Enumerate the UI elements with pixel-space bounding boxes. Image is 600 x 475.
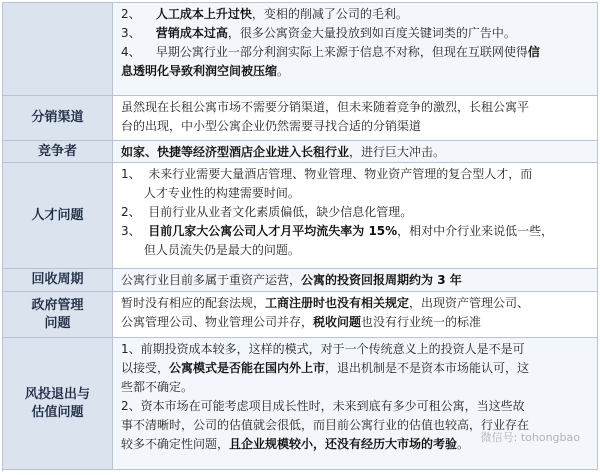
body-text: 公寓管理公司、物业管理公司并存， <box>121 315 314 329</box>
body-text: 3、 <box>121 224 149 238</box>
body-text: 人才专业性的构建需要时间。 <box>121 186 300 200</box>
body-text: 些都不确定。 <box>121 380 194 394</box>
row-content <box>113 141 598 162</box>
row-label: 回收周期 <box>3 269 113 291</box>
content-line <box>121 62 589 81</box>
body-text: 2、 <box>121 7 156 21</box>
row-content <box>113 3 598 95</box>
emphasis-text: 信 <box>527 45 540 59</box>
content-line <box>121 24 589 43</box>
content-line <box>121 43 589 62</box>
content-line <box>121 294 589 313</box>
row-government <box>3 292 598 338</box>
row-content <box>113 96 598 140</box>
emphasis-text: 营销成本过高 <box>155 26 228 40</box>
content-line <box>121 165 589 184</box>
row-label: 人才问题 <box>3 163 113 268</box>
row-cost <box>3 3 598 96</box>
content-line <box>121 117 589 136</box>
emphasis-text: 公寓的投资回报周期约为 3 年 <box>301 273 462 287</box>
body-text: 。 <box>457 437 470 451</box>
emphasis-text: 人工成本上升过快 <box>155 7 252 21</box>
row-label: 风投退出与 估值问题 <box>3 338 113 469</box>
row-content <box>113 163 598 268</box>
body-text: ，出现资产管理公司、 <box>409 296 530 310</box>
row-distribution <box>3 96 598 141</box>
row-payback <box>3 269 598 292</box>
body-text: 暂时没有相应的配套法规， <box>121 296 266 310</box>
content-line <box>121 241 589 260</box>
row-content <box>113 338 598 469</box>
row-content <box>113 292 598 337</box>
row-label: 竞争者 <box>3 141 113 162</box>
body-text: ，相对中介行业来说低一些， <box>397 224 554 238</box>
body-text: 4、 早期公寓行业一部分利润实际上来源于信息不对称，但现在互联网使得 <box>121 45 528 59</box>
row-vc-exit <box>3 338 598 470</box>
info-table <box>2 2 598 471</box>
content-line <box>121 271 589 290</box>
row-label: 政府管理 问题 <box>3 292 113 337</box>
content-line <box>121 313 589 332</box>
content-line <box>121 397 589 416</box>
emphasis-text: 如家、快捷等经济型酒店企业进入长租行业 <box>121 145 350 159</box>
emphasis-text: 工商注册时也没有相关规定 <box>265 296 410 310</box>
body-text: 事不清晰时，公司的估值就会很低，而目前公寓行业的估值也较高，行业存在 <box>121 418 530 432</box>
content-line <box>121 184 589 203</box>
body-text: 较多不确定性问题， <box>121 437 230 451</box>
body-text: 2、 目前行业从业者文化素质偏低，缺少信息化管理。 <box>121 205 413 219</box>
content-line <box>121 203 589 222</box>
body-text: 虽然现在长租公寓市场不需要分销渠道，但未来随着竞争的激烈，长租公寓平 <box>121 100 530 114</box>
row-content <box>113 269 598 291</box>
body-text: 公寓行业目前多属于重资产运营， <box>121 273 302 287</box>
content-line <box>121 143 589 162</box>
body-text: ，进行巨大冲击。 <box>349 145 446 159</box>
body-text: 1、 未来行业需要大量酒店管理、物业管理、物业资产管理的复合型人才，而 <box>121 167 533 181</box>
body-text: 但人员流失仍是最大的问题。 <box>121 243 300 257</box>
content-line <box>121 359 589 378</box>
emphasis-text: 息透明化导致利润空间被压缩 <box>121 64 278 78</box>
content-line <box>121 98 589 117</box>
row-label <box>3 3 113 95</box>
body-text: 也没有行业统一的标准 <box>361 315 482 329</box>
emphasis-text: 税收问题 <box>313 315 362 329</box>
body-text: 3、 <box>121 26 156 40</box>
emphasis-text: 目前几家大公寓公司人才月平均流失率为 15% <box>148 224 398 238</box>
row-talent <box>3 163 598 269</box>
body-text: 1、前期投资成本较多，这样的模式，对于一个传统意义上的投资人是不是可 <box>121 342 525 356</box>
body-text: 2、资本市场在可能考虑项目成长性时，未来到底有多少可租公寓，当这些故 <box>121 399 525 413</box>
watermark: 微信号: tohongbao <box>480 431 580 444</box>
body-text: ，变相的削减了公司的毛利。 <box>251 7 408 21</box>
body-text: 。 <box>277 64 290 78</box>
emphasis-text: 公寓模式是否能在国内外上市 <box>169 361 326 375</box>
row-label: 分销渠道 <box>3 96 113 140</box>
body-text: ，很多公寓资金大量投放到如百度关键词类的广告中。 <box>227 26 516 40</box>
row-competitors <box>3 141 598 163</box>
body-text: ，退出机制是不是资本市场能认可，这 <box>325 361 530 375</box>
content-line <box>121 5 589 24</box>
content-line <box>121 222 589 241</box>
body-text: 以接受， <box>121 361 170 375</box>
body-text: 台的出现，中小型公寓企业仍然需要寻找合适的分销渠道 <box>121 119 422 133</box>
emphasis-text: 且企业规模较小，还没有经历大市场的考验 <box>229 437 458 451</box>
content-line <box>121 378 589 397</box>
content-line <box>121 340 589 359</box>
